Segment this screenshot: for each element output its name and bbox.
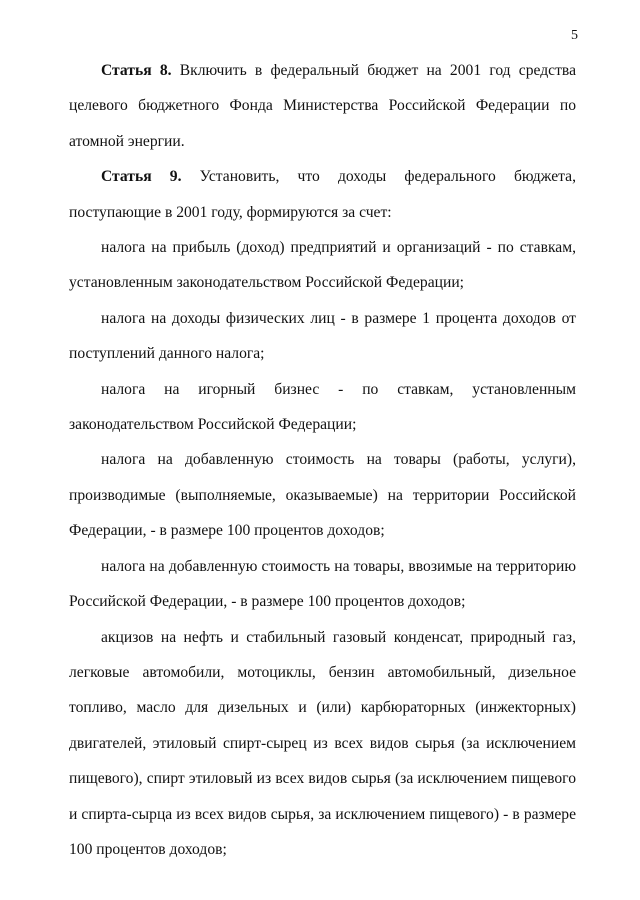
article-9-text: Установить, что доходы федерального бюджета, поступающие в 2001 году, формируются за счет: xyxy=(69,168,576,221)
document-body xyxy=(69,53,576,867)
revenue-item-vat-imports: налога на добавленную стоимость на товары, ввозимые на территорию Российской Федерации, - в размере 100 процентов доходов; xyxy=(69,557,576,611)
article-9-paragraph xyxy=(69,159,576,230)
article-8-paragraph xyxy=(69,53,576,159)
revenue-item-excises: акцизов на нефть и стабильный газовый конденсат, природный газ, легковые автомобили, мотоциклы, бензин автомобильный, дизельное топливо, масло для дизельных и (или) карбюраторных (инжекторных) двигателей, этиловый спирт-сырец из всех видов сырья (за исключением пищевого), спирт этиловый из всех видов сырья (за исключением пищевого и спирта-сырца из всех видов сырья, за исключением пищевого) - в размере 100 процентов доходов; xyxy=(69,628,576,858)
revenue-item-gambling-tax: налога на игорный бизнес - по ставкам, установленным законодательством Российской Федерации; xyxy=(69,380,576,434)
article-9-heading: Статья 9. xyxy=(101,168,182,186)
revenue-item-profit-tax: налога на прибыль (доход) предприятий и организаций - по ставкам, установленным законодательством Российской Федерации; xyxy=(69,239,576,292)
revenue-item-personal-income-tax: налога на доходы физических лиц - в размере 1 процента доходов от поступлений данного налога; xyxy=(69,309,576,363)
page-number: 5 xyxy=(571,28,578,43)
article-8-text: Включить в федеральный бюджет на 2001 год средства целевого бюджетного Фонда Министерства Российской Федерации по атомной энергии. xyxy=(69,62,576,150)
revenue-item-vat-domestic: налога на добавленную стоимость на товары (работы, услуги), производимые (выполняемые, оказываемые) на территории Российской Федерации, - в размере 100 процентов доходов; xyxy=(69,451,576,540)
article-8-heading: Статья 8. xyxy=(101,62,172,79)
